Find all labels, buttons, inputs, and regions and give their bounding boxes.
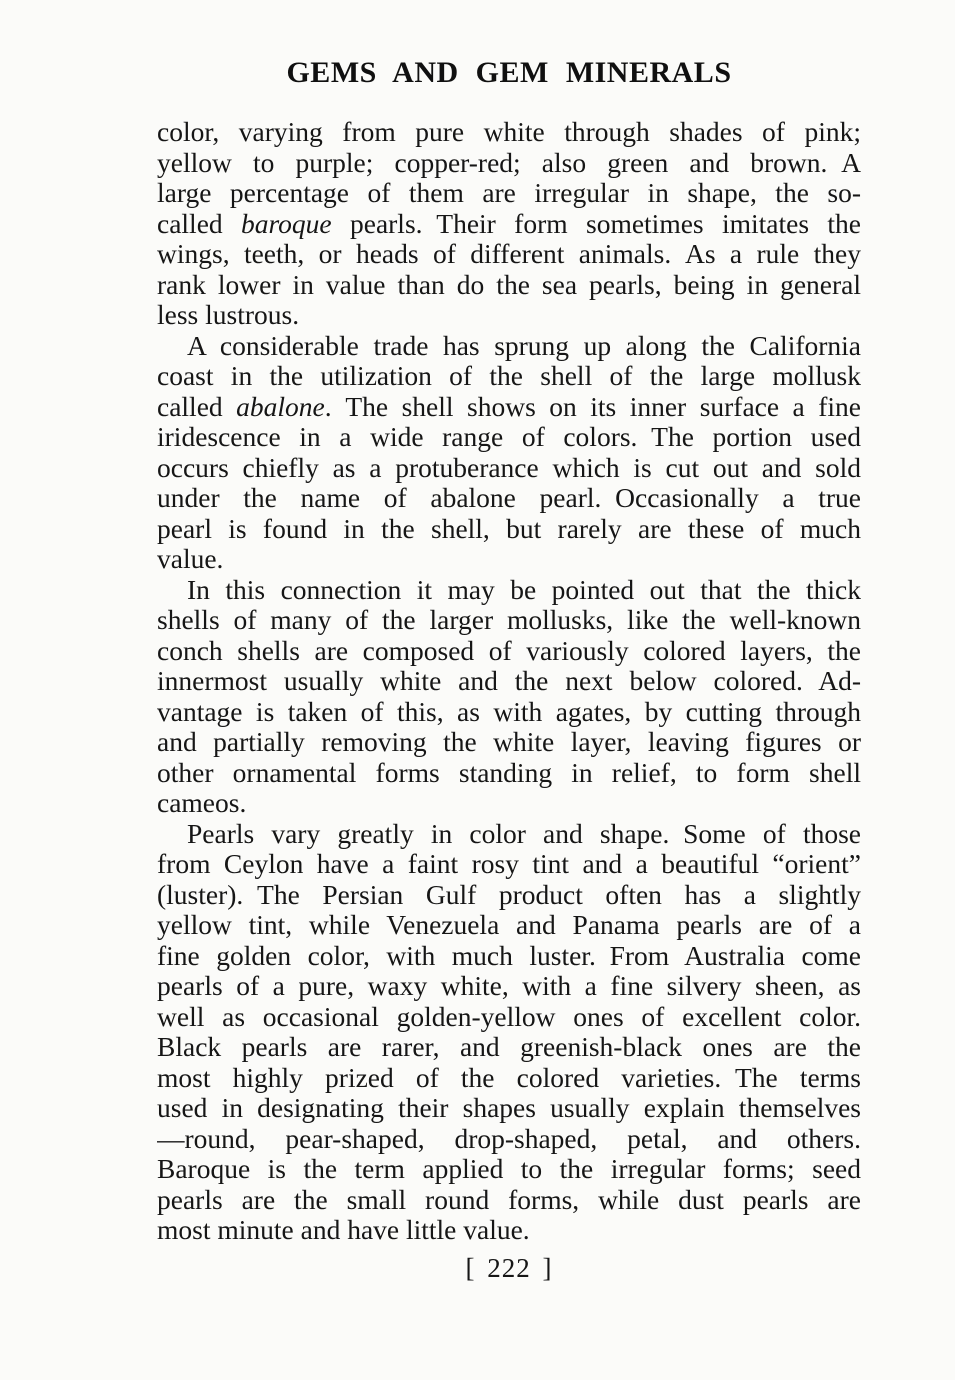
text-line: well as occasional golden-yellow ones of excellent color. xyxy=(157,1001,861,1032)
paragraph xyxy=(157,331,861,575)
text-line: and partially removing the white layer, leaving figures or xyxy=(157,727,861,757)
text-line: under the name of abalone pearl. Occasionally a true xyxy=(157,483,861,513)
text-line: Baroque is the term applied to the irregular forms; seed xyxy=(157,1154,861,1184)
text-line: from Ceylon have a faint rosy tint and a beautiful “orient” xyxy=(157,849,861,879)
text-line: value. xyxy=(157,544,224,574)
paragraph xyxy=(157,117,861,331)
text-line: yellow to purple; copper-red; also green and brown. A xyxy=(157,147,861,178)
text-column xyxy=(157,56,861,1284)
text-line: occurs chiefly as a protuberance which is cut out and sold xyxy=(157,452,861,483)
text-line: coast in the utilization of the shell of the large mollusk xyxy=(157,361,861,391)
text-line: large percentage of them are irregular in shape, the so- xyxy=(157,178,861,208)
text-line: color, varying from pure white through shades of pink; xyxy=(157,117,861,147)
text-line: (luster). The Persian Gulf product often has a slightly xyxy=(157,879,861,910)
text-line: Pearls vary greatly in color and shape. Some of those xyxy=(187,818,861,849)
text-line: called baroque pearls. Their form sometimes imitates the xyxy=(157,208,861,239)
text-line: less lustrous. xyxy=(157,300,300,330)
text-line: most minute and have little value. xyxy=(157,1215,530,1245)
text-line: pearls of a pure, waxy white, with a fine silvery sheen, as xyxy=(157,971,861,1001)
text-line: wings, teeth, or heads of different animals. As a rule they xyxy=(157,239,861,269)
text-line: pearl is found in the shell, but rarely are these of much xyxy=(157,513,861,544)
text-line: iridescence in a wide range of colors. The portion used xyxy=(157,422,861,452)
paragraph xyxy=(157,575,861,819)
text-line: called abalone. The shell shows on its inner surface a fine xyxy=(157,391,861,422)
text-line: yellow tint, while Venezuela and Panama pearls are of a xyxy=(157,910,861,940)
text-line: In this connection it may be pointed out that the thick xyxy=(187,574,861,605)
text-line: Black pearls are rarer, and greenish-black ones are the xyxy=(157,1032,861,1062)
text-line: rank lower in value than do the sea pearls, being in general xyxy=(157,269,861,300)
text-line: conch shells are composed of variously colored layers, the xyxy=(157,635,861,666)
text-line: A considerable trade has sprung up along the California xyxy=(187,330,861,361)
text-line: cameos. xyxy=(157,788,247,818)
text-line: fine golden color, with much luster. From Australia come xyxy=(157,940,861,971)
running-header: GEMS AND GEM MINERALS xyxy=(286,56,732,89)
page-number: [ 222 ] xyxy=(465,1252,553,1283)
text-line: other ornamental forms standing in relief, to form shell xyxy=(157,757,861,788)
paragraph xyxy=(157,819,861,1246)
text-line: most highly prized of the colored varieties. The terms xyxy=(157,1062,861,1093)
text-line: innermost usually white and the next below colored. Ad- xyxy=(157,666,861,696)
text-line: shells of many of the larger mollusks, like the well-known xyxy=(157,605,861,635)
text-line: used in designating their shapes usually explain themselves xyxy=(157,1093,861,1123)
text-line: pearls are the small round forms, while dust pearls are xyxy=(157,1184,861,1215)
body-text xyxy=(157,117,861,1246)
text-line: vantage is taken of this, as with agates, by cutting through xyxy=(157,696,861,727)
text-line: —round, pear-shaped, drop-shaped, petal, and others. xyxy=(157,1123,861,1154)
